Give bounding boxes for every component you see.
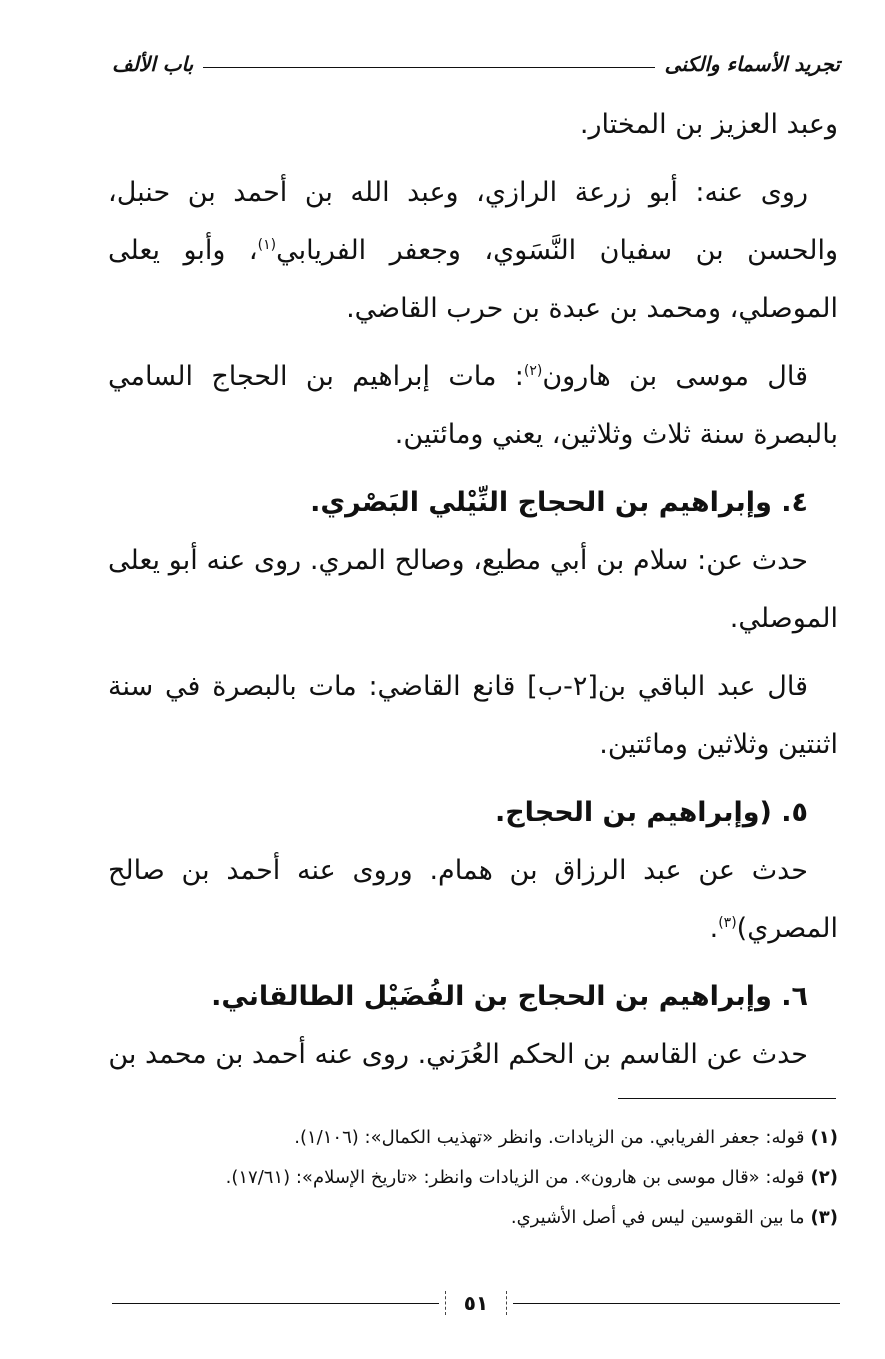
footnotes [108, 1118, 838, 1238]
footnote: (١)قوله: جعفر الفريابي. من الزيادات. وانظر «تهذيب الكمال»: (١/١٠٦). [294, 1127, 838, 1148]
footnote-separator [618, 1098, 836, 1099]
entry-heading: ٤. وإبراهيم بن الحجاج النِّيْلي البَصْري. [310, 487, 808, 518]
main-text [108, 96, 838, 1084]
footer-rule-left [112, 1303, 439, 1304]
entry-heading: ٦. وإبراهيم بن الحجاج بن الفُضَيْل الطالقاني. [211, 981, 808, 1012]
footnote-ref[interactable]: (٢) [523, 363, 543, 379]
footer-rule-right [513, 1303, 840, 1304]
header-rule [203, 67, 654, 68]
running-header [112, 44, 840, 84]
footnote-ref[interactable]: (١) [257, 237, 277, 253]
footnote-ref[interactable]: (٣) [718, 915, 737, 931]
paragraph: حدث عن عبد الرزاق بن همام. وروى عنه أحمد بن صالح المصري)$^{(٣)}$. [108, 855, 838, 944]
footnote: (٢)قوله: «قال موسى بن هارون». من الزيادات وانظر: «تاريخ الإسلام»: (١٧/٦١). [225, 1167, 838, 1188]
paragraph: حدث عن: سلام بن أبي مطيع، وصالح المري. روى عنه أبو يعلى الموصلي. [108, 545, 838, 634]
paragraph: قال عبد الباقي بن[٢-ب] قانع القاضي: مات بالبصرة في سنة اثنتين وثلاثين ومائتين. [108, 671, 838, 760]
page-number: ٥١ [445, 1291, 507, 1315]
entry-heading: ٥. (وإبراهيم بن الحجاج. [494, 797, 808, 828]
chapter-title: باب الألف [112, 52, 194, 76]
paragraph: روى عنه: أبو زرعة الرازي، وعبد الله بن أحمد بن حنبل، والحسن بن سفيان النَّسَوي، وجعفر الفريابي$^{(١)}$، وأبو يعلى الموصلي، ومحمد بن عبدة بن حرب القاضي. [108, 177, 838, 324]
paragraph: وعبد العزيز بن المختار. [579, 109, 838, 140]
page-footer [112, 1288, 840, 1318]
book-title: تجريد الأسماء والكنى [664, 52, 840, 76]
paragraph: قال موسى بن هارون$^{(٢)}$: مات إبراهيم بن الحجاج السامي بالبصرة سنة ثلاث وثلاثين، يعني ومائتين. [108, 361, 838, 450]
footnote: (٣)ما بين القوسين ليس في أصل الأشيري. [510, 1207, 838, 1228]
paragraph: حدث عن القاسم بن الحكم العُرَني. روى عنه أحمد بن محمد بن [108, 1039, 808, 1070]
